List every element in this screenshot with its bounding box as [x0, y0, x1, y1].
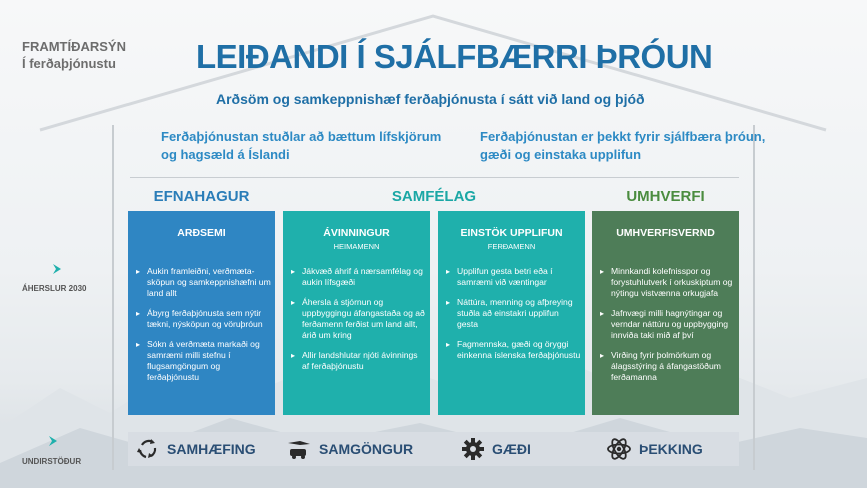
column-subtitle: FERÐAMENN: [487, 242, 536, 251]
list-item: ▸ Minnkandi kolefnisspor og forystuhlutverk í orkuskiptum og nýtingu vistvænna orkugjafa: [598, 266, 736, 299]
list-item: ▸ Ábyrg ferðaþjónusta sem nýtir tækni, nýsköpun og vöruþróun: [134, 308, 272, 330]
goal-left: Ferðaþjónustan stuðlar að bættum lífskjörum og hagsæld á Íslandi: [161, 129, 442, 162]
goal-right: Ferðaþjónustan er þekkt fyrir sjálfbæra þróun, gæði og einstaka upplifun: [480, 129, 766, 162]
chevron-right-icon: [47, 435, 59, 447]
column-subtitle: HEIMAMENN: [333, 242, 380, 251]
column-list: [444, 266, 582, 370]
pillar-society-heading: SAMFÉLAG: [391, 188, 477, 205]
column-list: [598, 266, 736, 392]
foundation-knowledge: [606, 432, 703, 466]
list-item: ▸ Fagmennska, gæði og öryggi einkenna íslenska ferðaþjónustu: [444, 339, 582, 361]
list-item: ▸ Jákvæð áhrif á nærsamfélag og aukin lífsgæði: [289, 266, 427, 288]
main-subtitle: Arðsöm og samkeppnishæf ferðaþjónusta í sátt við land og þjóð: [216, 91, 645, 107]
foundation-coordination: [136, 432, 256, 466]
list-item: ▸ Virðing fyrir þolmörkum og álagsstýring á áfangastöðum ferðamanna: [598, 350, 736, 383]
column-benefit: [283, 211, 430, 415]
column-list: [289, 266, 427, 381]
foundation-label: SAMHÆFING: [167, 441, 256, 457]
atom-icon: [606, 436, 632, 462]
focus-2030-label: ÁHERSLUR 2030: [22, 284, 87, 293]
main-title: LEIÐANDI Í SJÁLFBÆRRI ÞRÓUN: [196, 38, 713, 75]
left-wall-line: [112, 125, 114, 470]
column-list: [134, 266, 272, 392]
chevron-right-icon: [51, 263, 63, 275]
pillar-economy-heading: EFNAHAGUR: [153, 188, 250, 205]
right-wall-line: [753, 125, 755, 470]
list-item: ▸ Áhersla á stjórnun og uppbyggingu áfangastaða og að ferðamenn ferðist um land allt, árið um kring: [289, 297, 427, 341]
foundations-bar: [128, 432, 739, 466]
transport-icon: [286, 437, 312, 461]
column-environmental-protection: [592, 211, 739, 415]
foundation-label: GÆÐI: [492, 441, 531, 457]
column-title: EINSTÖK UPPLIFUN: [460, 227, 563, 239]
foundation-label: ÞEKKING: [639, 441, 703, 457]
recycle-arrows-icon: [136, 437, 160, 461]
vision-title: FRAMTÍÐARSÝN: [22, 39, 126, 54]
column-profitability: [128, 211, 275, 415]
pillar-environment-heading: UMHVERFI: [626, 188, 705, 205]
foundations-label: UNDIRSTÖÐUR: [22, 457, 82, 466]
list-item: ▸ Allir landshlutar njóti ávinnings af ferðaþjónustu: [289, 350, 427, 372]
list-item: ▸ Sókn á verðmæta markaði og samræmi milli stefnu í flugsamgöngum og ferðaþjónustu: [134, 339, 272, 383]
list-item: ▸ Aukin framleiðni, verðmæta-sköpun og samkeppnishæfni um land allt: [134, 266, 272, 299]
column-title: UMHVERFISVERND: [616, 227, 715, 239]
foundation-quality: [461, 432, 531, 466]
column-unique-experience: [438, 211, 585, 415]
vision-subtitle: Í ferðaþjónustu: [22, 56, 116, 71]
foundation-transport: [286, 432, 413, 466]
foundation-label: SAMGÖNGUR: [319, 441, 414, 457]
gear-icon: [461, 437, 485, 461]
list-item: ▸ Náttúra, menning og afþreying stuðla að einstakri upplifun gesta: [444, 297, 582, 330]
column-title: ÁVINNINGUR: [323, 227, 390, 239]
list-item: ▸ Jafnvægi milli hagnýtingar og verndar náttúru og uppbygging innviða taki mið af því: [598, 308, 736, 341]
divider-line: [130, 177, 739, 178]
column-title: ARÐSEMI: [177, 227, 226, 239]
list-item: ▸ Upplifun gesta betri eða í samræmi við væntingar: [444, 266, 582, 288]
